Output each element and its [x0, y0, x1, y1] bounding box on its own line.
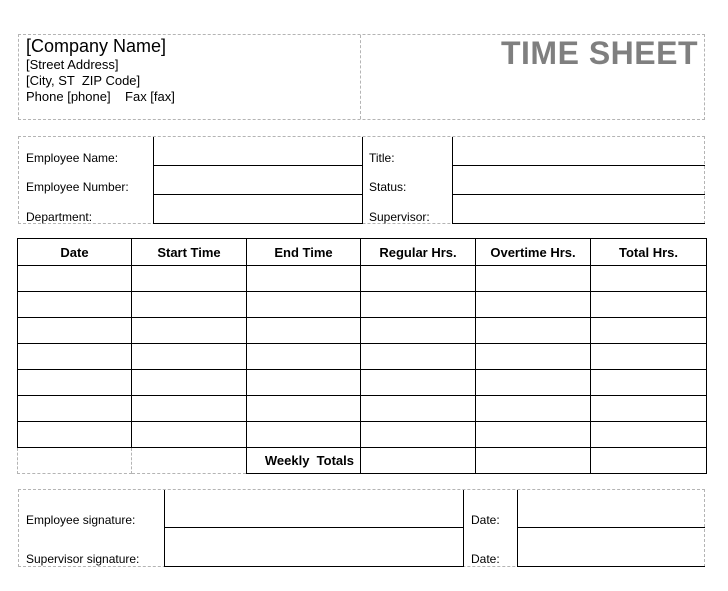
city-state-zip[interactable]: [City, ST ZIP Code] — [26, 73, 141, 88]
total-hrs-cell[interactable] — [591, 396, 707, 422]
sig-field-right-edge — [463, 490, 464, 567]
end-time-cell[interactable] — [247, 266, 361, 292]
employee-date-field[interactable] — [517, 527, 705, 528]
supervisor-date-label: Date: — [471, 552, 500, 566]
regular-hrs-cell[interactable] — [361, 266, 476, 292]
start-time-cell[interactable] — [132, 370, 247, 396]
table-row — [18, 396, 707, 422]
total-hrs-cell[interactable] — [591, 422, 707, 448]
sig-field-left-edge — [164, 490, 165, 567]
name-field-left-edge — [153, 137, 154, 224]
date-field-left-edge — [517, 490, 518, 567]
date-cell[interactable] — [18, 422, 132, 448]
supervisor-label: Supervisor: — [369, 210, 430, 224]
employee-date-label: Date: — [471, 513, 500, 527]
time-sheet-table — [17, 238, 707, 474]
weekly-overtime-hrs-total[interactable] — [476, 448, 591, 474]
total-hrs-cell[interactable] — [591, 344, 707, 370]
weekly-total-hrs-total[interactable] — [591, 448, 707, 474]
supervisor-signature-label: Supervisor signature: — [26, 552, 140, 566]
employee-signature-field[interactable] — [164, 527, 463, 528]
start-time-cell[interactable] — [132, 266, 247, 292]
column-header-regular-hrs: Regular Hrs. — [361, 239, 476, 266]
table-row — [18, 344, 707, 370]
date-cell[interactable] — [18, 344, 132, 370]
start-time-cell[interactable] — [132, 344, 247, 370]
phone-fax[interactable]: Phone [phone] Fax [fax] — [26, 89, 175, 104]
department-label: Department: — [26, 210, 93, 224]
company-name[interactable]: [Company Name] — [26, 36, 167, 56]
end-time-cell[interactable] — [247, 396, 361, 422]
header-divider — [360, 35, 361, 119]
column-header-end-time: End Time — [247, 239, 361, 266]
overtime-hrs-cell[interactable] — [476, 422, 591, 448]
title-field[interactable] — [452, 165, 705, 166]
overtime-hrs-cell[interactable] — [476, 318, 591, 344]
column-header-total-hrs: Total Hrs. — [591, 239, 707, 266]
table-row — [18, 422, 707, 448]
employee-signature-label: Employee signature: — [26, 513, 136, 527]
supervisor-date-field[interactable] — [517, 566, 705, 567]
end-time-cell[interactable] — [247, 292, 361, 318]
employee-number-field[interactable] — [153, 194, 362, 195]
company-header — [18, 34, 705, 120]
overtime-hrs-cell[interactable] — [476, 396, 591, 422]
employee-info-section — [18, 136, 705, 224]
table-row — [18, 292, 707, 318]
column-header-overtime-hrs: Overtime Hrs. — [476, 239, 591, 266]
date-cell[interactable] — [18, 266, 132, 292]
table-header-row — [18, 239, 707, 266]
table-body — [18, 266, 707, 474]
date-cell[interactable] — [18, 318, 132, 344]
status-label: Status: — [369, 180, 407, 194]
total-hrs-cell[interactable] — [591, 370, 707, 396]
start-time-cell[interactable] — [132, 422, 247, 448]
regular-hrs-cell[interactable] — [361, 318, 476, 344]
table-row — [18, 370, 707, 396]
regular-hrs-cell[interactable] — [361, 396, 476, 422]
supervisor-field[interactable] — [452, 223, 705, 224]
total-hrs-cell[interactable] — [591, 266, 707, 292]
column-header-start-time: Start Time — [132, 239, 247, 266]
employee-name-label: Employee Name: — [26, 151, 119, 165]
title-field-left-edge — [452, 137, 453, 224]
start-time-cell[interactable] — [132, 318, 247, 344]
employee-number-label: Employee Number: — [26, 180, 129, 194]
total-hrs-cell[interactable] — [591, 318, 707, 344]
table-row — [18, 266, 707, 292]
overtime-hrs-cell[interactable] — [476, 344, 591, 370]
date-cell[interactable] — [18, 396, 132, 422]
end-time-cell[interactable] — [247, 422, 361, 448]
date-cell[interactable] — [18, 292, 132, 318]
page-title: TIME SHEET — [500, 35, 698, 71]
overtime-hrs-cell[interactable] — [476, 370, 591, 396]
regular-hrs-cell[interactable] — [361, 292, 476, 318]
totals-blank-cell — [132, 448, 247, 474]
end-time-cell[interactable] — [247, 344, 361, 370]
end-time-cell[interactable] — [247, 318, 361, 344]
regular-hrs-cell[interactable] — [361, 344, 476, 370]
name-field-right-edge — [362, 137, 363, 224]
end-time-cell[interactable] — [247, 370, 361, 396]
table-row — [18, 318, 707, 344]
start-time-cell[interactable] — [132, 292, 247, 318]
title-label: Title: — [369, 151, 395, 165]
weekly-totals-row — [18, 448, 707, 474]
signature-section — [18, 489, 705, 567]
employee-name-field[interactable] — [153, 165, 362, 166]
weekly-regular-hrs-total[interactable] — [361, 448, 476, 474]
start-time-cell[interactable] — [132, 396, 247, 422]
weekly-totals-label: Weekly Totals — [247, 448, 361, 474]
totals-blank-cell — [18, 448, 132, 474]
status-field[interactable] — [452, 194, 705, 195]
company-block — [26, 36, 175, 105]
overtime-hrs-cell[interactable] — [476, 266, 591, 292]
column-header-date: Date — [18, 239, 132, 266]
overtime-hrs-cell[interactable] — [476, 292, 591, 318]
street-address[interactable]: [Street Address] — [26, 57, 119, 72]
department-field[interactable] — [153, 223, 362, 224]
date-cell[interactable] — [18, 370, 132, 396]
total-hrs-cell[interactable] — [591, 292, 707, 318]
regular-hrs-cell[interactable] — [361, 422, 476, 448]
regular-hrs-cell[interactable] — [361, 370, 476, 396]
supervisor-signature-field[interactable] — [164, 566, 463, 567]
